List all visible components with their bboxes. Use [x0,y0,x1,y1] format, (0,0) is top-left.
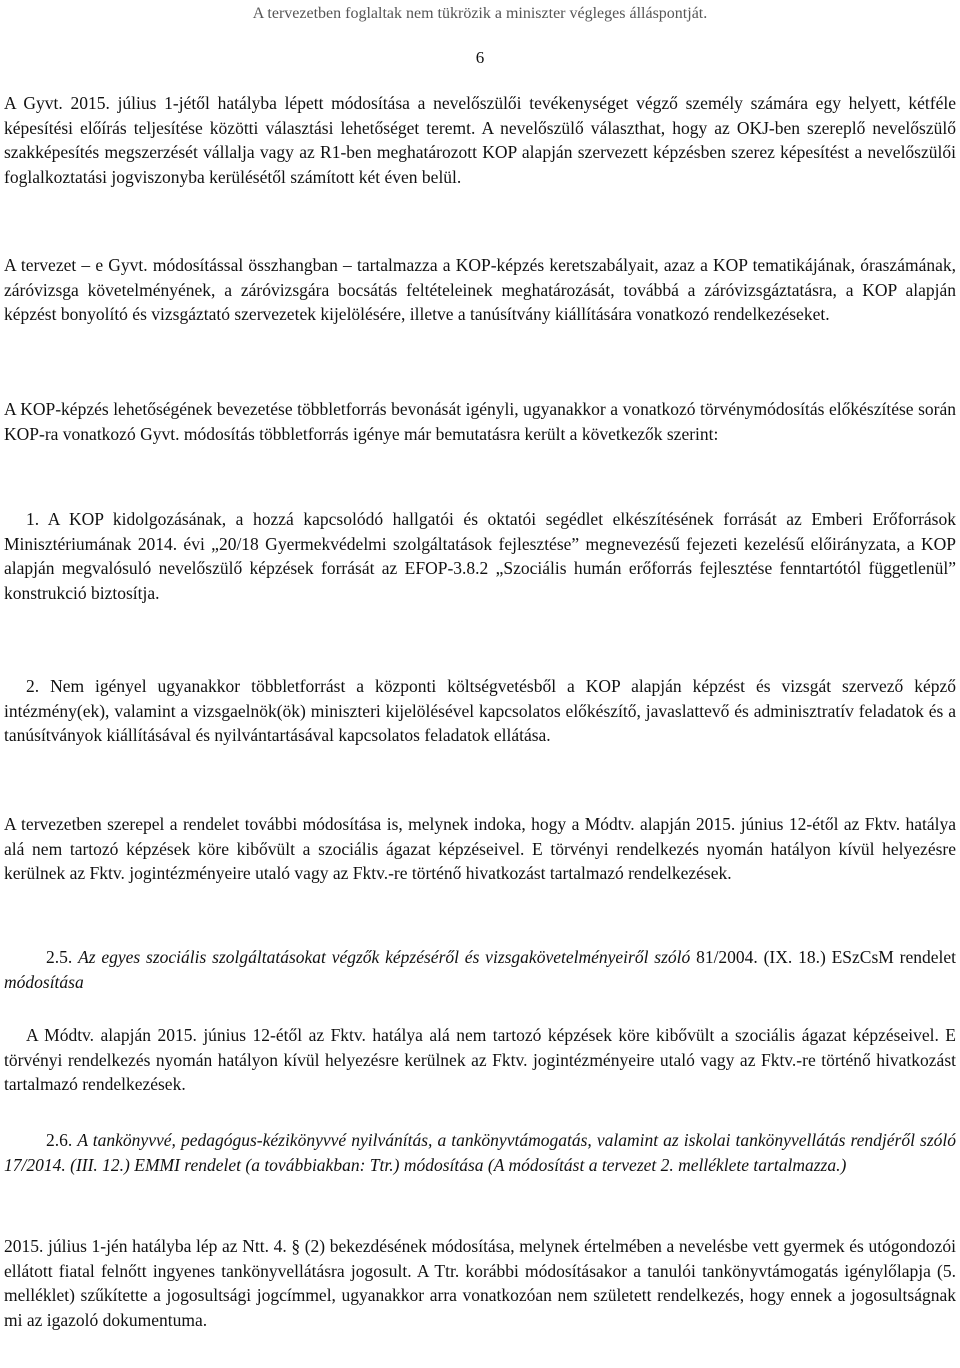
section-number: 2.6. [46,1130,73,1150]
paragraph-modtv: A Módtv. alapján 2015. június 12-étől az Fktv. hatálya alá nem tartozó képzések köre kibővült a szociális ágazat képzéseivel. E törvényi rendelkezés nyomán hatályon kívül helyezésre kerülnek az Fktv. jogintézményeire utaló vagy az Fktv.-re történő hivatkozást tartalmazó rendelkezések. [4,1025,956,1094]
paragraph-kop-funding: A KOP-képzés lehetőségének bevezetése többletforrás bevonását igényli, ugyanakkor a vonatkozó törvénymódosítás előkészítése során KOP-ra vonatkozó Gyvt. módosítás többletforrás igénye már bemutatásra került a következők szerint: [4,399,956,444]
section-heading-2-6 [4,1128,956,1177]
list-item-funding-2: 2. Nem igényel ugyanakkor többletforrást a központi költségvetésből a KOP alapján képzést és vizsgát szervező képző intézmény(ek), valamint a vizsgaelnök(ök) miniszteri kijelölésével kapcsolatos előkészítő, javaslattevő és adminisztratív feladatok és a tanúsítványok kiállításával és nyilvántartásával kapcsolatos feladatok ellátása. [4,676,956,745]
paragraph-ntt-amendment: 2015. július 1-jén hatályba lép az Ntt. 4. § (2) bekezdésének módosítása, melynek értelmében a nevelésbe vett gyermek és utógondozói ellátott fiatal felnőtt ingyenes tankönyvellátásra jogosult. A Ttr. korábbi módosításakor a tanulói tankönyvtámogatás igénylőlapja (5. melléklet) szűkítette a jogosultsági jogcímmel, ugyanakkor arra vonatkozóan nem született rendelkezés, hogy ennek a jogosultságnak mi az igazoló dokumentuma. [4,1236,956,1330]
paragraph-gyvt-amendment: A Gyvt. 2015. július 1-jétől hatályba lépett módosítása a nevelőszülői tevékenységet végző személy számára egy helyett, kétféle képesítési előírás teljesítése közötti választási lehetőséget teremt. A nevelőszülő választhat, hogy az OKJ-ben szereplő nevelőszülő szakképesítés megszerzését vállalja vagy az R1-ben meghatározott KOP alapján szervezett képzésben szerez képesítést a nevelőszülői foglalkoztatási jogviszonyba kerülésétől számított két éven belül. [4,93,956,187]
section-title-italic-end: módosítása [4,971,84,992]
paragraph-further-amendment: A tervezetben szerepel a rendelet további módosítása is, melynek indoka, hogy a Módtv. alapján 2015. június 12-étől az Fktv. hatálya alá nem tartozó képzések köre kibővült a szociális ágazat képzéseivel. E törvényi rendelkezés nyomán hatályon kívül helyezésre kerülnek az Fktv. jogintézményeire utaló vagy az Fktv.-re történő hivatkozást tartalmazó rendelkezések. [4,814,956,883]
draft-disclaimer-header: A tervezetben foglaltak nem tükrözik a miniszter végleges álláspontját. [252,5,708,22]
list-item-funding-1: 1. A KOP kidolgozásának, a hozzá kapcsolódó hallgatói és oktatói segédlet elkészítésének forrását az Emberi Erőforrások Minisztériumának 2014. évi „20/18 Gyermekvédelmi szolgáltatások fejlesztése” megnevezésű fejezeti kezelésű előirányzata, a KOP alapján megvalósuló nevelőszülő képzések forrását az EFOP-3.8.2 „Szociális humán erőforrás fejlesztése fenntartótól függetlenül” konstrukció biztosítja. [4,509,956,603]
paragraph-kop-framework: A tervezet – e Gyvt. módosítással összhangban – tartalmazza a KOP-képzés keretszabályait, azaz a KOP tematikájának, óraszámának, záróvizsga követelményének, a záróvizsgára bocsátás feltételeinek meghatározását, továbbá a záróvizsgáztatásra, a KOP alapján képzést bonyolító és vizsgáztató szervezetek kijelölésére, illetve a tanúsítvány kiállítására vonatkozó rendelkezéseket. [4,255,956,324]
section-title-italic: Az egyes szociális szolgáltatásokat végzők képzéséről és vizsgakövetelményeiről szóló [78,947,691,967]
section-heading-2-5 [4,945,956,994]
section-title-italic: A tankönyvvé, pedagógus-kézikönyvvé nyilvánítás, a tankönyvtámogatás, valamint az iskolai tankönyvellátás rendjéről szóló 17/2014. (III. 12.) EMMI rendelet (a továbbiakban: Ttr.) módosítása (A módosítást a tervezet 2. melléklete tartalmazza.) [4,1130,956,1175]
section-number: 2.5. [46,947,73,967]
page-number: 6 [475,48,485,67]
section-title-regulation: 81/2004. (IX. 18.) ESzCsM rendelet [696,947,956,967]
